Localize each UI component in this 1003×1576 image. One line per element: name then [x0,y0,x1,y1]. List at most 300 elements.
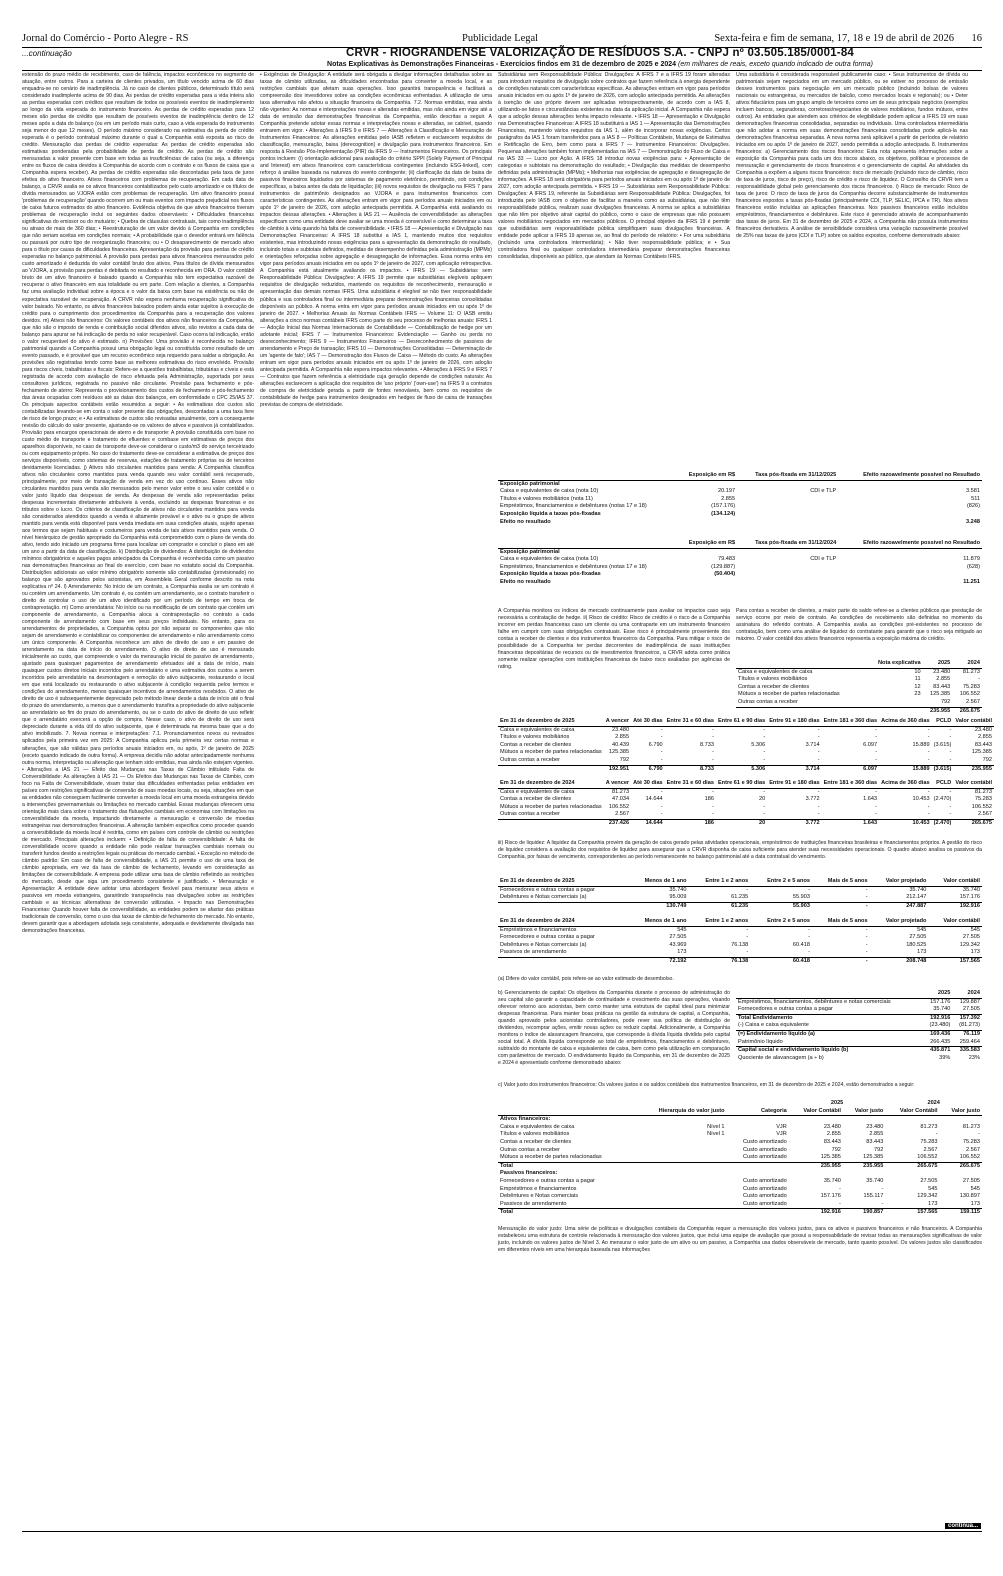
aging-cell: - [817,788,820,795]
liquidity-cell: - [812,957,870,965]
credit-h2: 2025 [923,660,953,668]
fair-value-cell: Custo amortizado [742,1185,787,1192]
sensitivity-cell: Exposição líquida a taxas pós-fixadas [500,510,601,517]
liquidity-footnote: (a) Difere do valor contábil, pois refere-se ao valor estimado de desembolso. [498,976,674,982]
aging-header: A vencer [604,718,631,726]
aging-cell: 3.714 [805,741,820,748]
fair-value-cell: Custo amortizado [742,1193,787,1200]
aging-cell: 3.772 [805,796,820,803]
sensitivity-row [498,579,982,587]
fair-value-cell: 265.675 [885,1162,939,1170]
sensitivity-row [498,564,982,572]
liquidity-cell: Fornecedores e outras contas a pagar [500,934,595,941]
liquidity-cell: - [865,934,868,941]
capital-cell: (81.273) [959,1022,980,1029]
aging-cell: - [660,803,663,810]
fair-value-row [498,1193,982,1201]
fair-value-cell: - [839,1200,841,1207]
liquidity-cell: 72.192 [628,957,688,965]
credit-cell: 792 [940,698,951,705]
liquidity-cell: 60.418 [750,957,812,965]
liquidity-cell: 173 [917,949,927,956]
liquidity-risk-text: iii) Risco de liquidez: A liquidez da Companhia provém da geração de caixa gerado pelas atividades operacionais, empréstimos de instituições financeiras brasileiras e financiamentos próprios. A gestão do risco de liquidez considera a avaliação dos requisitos de liquidez para assegurar que a CRVR disponha de caixa suficiente para atender suas necessidades operacionais. O quadro abaixo analisa os passivos da Companhia, por faixas de vencimento, correspondentes ao período remanescente no balanço patrimonial até a data contratual do vencimento. [498,840,982,861]
liquidity-table-2025 [498,878,982,910]
fair-value-cell: Passivos financeiros: [500,1170,558,1177]
aging-cell: Títulos e valores mobiliários [500,734,570,741]
sensitivity-cell: Títulos e valores mobiliários (nota 11) [500,495,593,502]
aging-cell: 20 [716,819,767,827]
sensitivity-cell: Empréstimos, financiamentos e debêntures (notas 17 e 18) [500,503,647,510]
liquidity-header: Valor projetado [870,918,929,926]
aging-cell: 14.644 [645,796,663,803]
fair-value-header: Hierarquia do valor justo [636,1108,727,1116]
fair-value-row [498,1178,982,1186]
aging-cell: - [949,811,952,818]
fair-value-cell: 75.283 [920,1138,938,1145]
aging-cell: - [949,788,952,795]
fair-value-cell: 545 [970,1185,980,1192]
fair-value-cell: 35.740 [823,1177,841,1184]
aging-cell: - [949,756,952,763]
capital-cell: 192.916 [923,1014,953,1022]
aging-cell: 192.951 [604,765,631,773]
fair-value-cell: 173 [928,1200,938,1207]
aging-cell [498,765,604,773]
credit-risk-right-text: Para contas a receber de clientes, a maior parte do saldo refere-se a clientes públicos que prestação de serviço ocorre por meio de contrato. As condições de recebimento são definidas no momento da assinatura do referido contrato. A Companhia avalia as condições pré-existentes no processo de contratação, bem como uma análise de liquidez do contratante para garantir que o risco seja mitigado ao máximo. O valor contábil dos ativos financeiros representa a exposição máxima do crédito. [736,608,982,643]
sensitivity-cell: (50.404) [714,571,736,578]
liquidity-header: Em 31 de dezembro de 2024 [498,918,628,926]
liquidity-cell: 76.138 [689,957,751,965]
sens24-col-rate: Taxa pós-fixada em 31/12/2024 [737,540,838,548]
capital-cell: 169.436 [923,1030,953,1038]
fair-value-cell: VJR [776,1131,787,1138]
fair-value-cell [636,1193,727,1201]
credit-h0 [736,660,866,668]
fair-value-cell [636,1162,727,1170]
credit-exposure-table [736,660,982,715]
aging-cell: - [927,726,930,733]
fair-value-cell: 106.552 [959,1154,980,1161]
aging-header: Valor contábil [953,780,994,788]
sensitivity-table-2025 [498,472,982,526]
liquidity-cell: 180.525 [906,941,927,948]
aging-cell: 186 [704,796,714,803]
liquidity-cell: 208.748 [870,957,929,965]
liquidity-cell: - [865,894,868,901]
aging-cell: - [927,811,930,818]
sensitivity-cell [838,511,982,519]
notes-subtitle [220,61,980,68]
aging-cell: Outras contas a receber [500,756,561,763]
capital-cell: 157.176 [930,998,951,1005]
aging-header: Entre 61 e 90 dias [716,780,767,788]
liquidity-cell: 545 [917,926,927,933]
aging-cell: - [817,811,820,818]
capital-row [736,998,982,1006]
fair-value-cell: Total [498,1209,636,1217]
sensitivity-cell: CDI e TLP [810,488,837,495]
capital-cell: 23% [968,1054,980,1061]
sensitivity-cell [737,503,838,511]
capital-cell: Quociente de alavancagem (a ÷ b) [738,1054,824,1061]
liquidity-row [498,949,982,957]
liquidity-cell: 95.009 [669,894,687,901]
aging-row [498,757,994,765]
aging-cell: - [763,756,766,763]
fair-value-cell: 192.916 [789,1209,843,1217]
fair-value-cell: 125.385 [863,1154,884,1161]
aging-header: Acima de 360 dias [879,718,932,726]
sensitivity-cell: (628) [966,563,980,570]
footer-divider [22,1531,982,1532]
aging-cell: (2.470) [933,796,952,803]
liquidity-row [498,942,982,950]
fair-value-row [498,1154,982,1162]
aging-header: Entre 181 e 360 dias [822,780,880,788]
aging-cell: Caixa e equivalentes de caixa [500,788,575,795]
fair-value-cell: 23.480 [866,1123,884,1130]
fair-value-cell [789,1170,843,1178]
aging-cell: - [660,726,663,733]
aging-cell: 15.889 [912,741,930,748]
aging-cell: 23.480 [612,726,630,733]
aging-cell: 186 [665,819,716,827]
liquidity-cell: Empréstimos e financiamentos [500,926,577,933]
aging-header: Entre 31 e 60 dias [665,780,716,788]
aging-cell: - [927,734,930,741]
sensitivity-table-2024 [498,540,982,587]
aging-cell: - [660,734,663,741]
liquidity-cell: - [865,926,868,933]
fair-value-cell [636,1116,727,1124]
liquidity-cell [498,957,628,965]
aging-cell: (3.615) [933,765,952,772]
aging-cell: - [763,749,766,756]
fair-value-cell: - [839,1185,841,1192]
credit-cell: 83.443 [933,683,951,690]
fair-value-cell: 159.115 [940,1209,983,1217]
sensitivity-cell: Caixa e equivalentes de caixa (nota 10) [500,488,599,495]
liquidity-row [498,902,982,910]
credit-cell: 12 [914,683,921,690]
fair-value-cell: Fornecedores e outras contas a pagar [500,1177,595,1184]
fair-value-header [498,1108,636,1116]
sens-col-effect: Efeito razoavelmente possível no Resultado [838,472,982,480]
text-column-4 [736,72,968,462]
sensitivity-row [498,571,982,579]
aging-cell: - [927,803,930,810]
aging-cell: - [763,788,766,795]
liquidity-cell: - [746,949,749,956]
subtitle-units: (em milhares de reais, exceto quando indicado de outra forma) [678,61,873,68]
aging-cell: 75.283 [974,796,993,803]
aging-cell: 2.855 [978,734,993,741]
sensitivity-cell: Exposição patrimonial [500,480,560,487]
fair-value-measurement-text: Mensuração do valor justo: Uma série de políticas e divulgações contábeis da Companhia requer a mensuração dos valores justos, para os ativos e passivos financeiros e não financeiros. A Companhia estabeleceu uma estrutura de controle relacionada à mensuração dos valores justos, que inclui uma equipe de avaliação que possui a responsabilidade de revisar todas as mensurações significativas de valor justo, incluindo os valores justos de Nível 3. Ao mensurar o valor justo de um ativo ou um passivo, a Companhia usa dados observáveis de mercado, tanto quanto possível. Os valores justos são classificados em diferentes níveis em uma hierarquia baseada nas informações [498,1226,982,1254]
credit-cell: 81.273 [962,668,980,675]
aging-row [498,734,994,742]
capital-management-text: b) Gerenciamento de capital: Os objetivos da Companhia durante o processo de administração do seu capital são garantir a capacidade de continuidade e crescimento das suas operações, visando oferecer retorno aos acionistas, bem como manter uma estrutura de capital ideal para minimizar despesas financeiras. Para manter boas práticas na gestão da estrutura de capital, a Companhia, quando aprovado pelos acionistas controladores, pode rever sua política de distribuição de dividendos, recomprar ações, emitir novas ações ou reduzir capital. Adicionalmente, a Companhia monitora o índice de alavancagem financeira, que corresponde à dívida líquida dividida pelo capital social total. A dívida líquida corresponde ao total de empréstimos, financiamentos e debêntures, subtraído do montante de caixa e equivalentes de caixa, bem como pela utilização em comparação com parâmetros de mercado. O endividamento líquido da Companhia, em 31 de dezembro de 2025 e 2024 é apresentado conforme demonstrado abaixo: [498,990,730,1067]
fair-value-cell [727,1170,789,1178]
sensitivity-cell [737,511,838,519]
capital-row [736,1039,982,1047]
liquidity-cell: - [812,902,870,910]
aging-cell: 81.273 [612,788,630,795]
credit-h1: Nota explicativa [866,660,923,668]
liquidity-cell: 173 [677,949,687,956]
aging-cell: 2.567 [978,811,993,818]
fair-value-cell: Nível 1 [707,1123,725,1130]
fair-value-cell: Nível 1 [707,1131,725,1138]
credit-cell: 106.552 [959,691,980,698]
fair-value-cell: 2.567 [966,1146,980,1153]
capital-cell: Empréstimos, financiamentos, debêntures e notas comerciais [738,998,891,1005]
liquidity-cell [498,902,628,910]
aging-cell: - [712,734,714,741]
aging-cell: 8.733 [665,765,716,773]
liquidity-cell: 27.505 [669,934,687,941]
aging-header: Até 30 dias [631,718,665,726]
credit-cell: 11 [914,676,921,683]
column-3-text: Subsidiárias sem Responsabilidade Pública: Divulgações: A IFRS 7 e a IFRS 19 foram alteradas para introduzir requisitos de divulgação sobre contratos que fazem referência à energia dependente de condições naturais com características específicas. As alterações entram em vigor para períodos anuais iniciados em ou após 1º de janeiro de 2026, com adoção antecipada permitida. As alterações à isenção de uso próprio devem ser aplicadas retrospectivamente, de acordo com a IAS 8, utilizando-se fatos e circunstâncias existentes na data da aplicação inicial. A Companhia não espera que a adoção dessas alterações tenha impacto relevante. • IFRS 18 — Apresentação e Divulgação nas Demonstrações Financeiras: A IFRS 18 substituirá a IAS 1 — Apresentação das Demonstrações Financeiras, mantendo vários requisitos da IAS 1, além de incorporar novas exigências. Certos parágrafos da IAS 1 foram transferidos para a IAS 8 — Políticas Contábeis, Mudança de Estimativa e Retificação de Erro, bem como para a IFRS 7 — Instrumentos Financeiros: Divulgações. Pequenas alterações também foram implementadas na IAS 7 — Demonstração do Fluxo de Caixa e na IAS 33 — Lucro por Ação. A IFRS 18 introduz novas exigências para: • Apresentação de categorias e subtotais na demonstração do resultado; • Divulgação das medidas de desempenho definidas pela administração (MPMs); • Melhorias nas exigências de agregação e desagregação de informações. A IFRS 18 será obrigatória para períodos anuais iniciados em ou após 1º de janeiro de 2027, com adoção antecipada permitida. • IFRS 19 — Subsidiárias sem Responsabilidade Pública: Divulgações: A IFRS 19, referente às Subsidiárias sem Responsabilidade Pública: Divulgações, foi introduzida pelo IASB com o objetivo de facilitar a maneira como as subsidiárias, que não têm responsabilidade pública, realizam suas divulgações financeiras. A norma se aplica a subsidiárias que não têm por objetivo atrair capital do público, como o caso de empresas que não possuem valores mobiliários negociados em mercados públicos. O principal objetivo da IFRS 19 é permitir que subsidiárias sem responsabilidade pública simplifiquem suas divulgações financeiras. A entidade pode aplicar a IFRS 19 apenas se, ao final do período de relatório: • For uma subsidiária (incluindo uma controladora intermediária); • Não tiver responsabilidade pública; e • Sua controladora final ou qualquer controladora intermediária preparar demonstrações financeiras consolidadas, disponíveis ao público, que atendam às Normas Contábeis IFRS. [498,72,730,261]
continuation-label: ...continuação [22,49,72,58]
capital-row [736,1047,982,1055]
fair-value-row [498,1162,982,1170]
aging-cell: - [763,811,766,818]
sensitivity-cell: 20.197 [717,488,736,495]
aging-cell: - [949,803,952,810]
aging-cell: - [817,803,820,810]
liquidity-header: Entre 1 e 2 anos [689,918,751,926]
fair-value-cell: - [881,1185,884,1192]
aging-cell: 81.273 [974,788,993,795]
liquidity-header: Valor contábil [928,918,982,926]
fair-value-row [498,1201,982,1209]
aging-cell: 106.552 [971,803,993,810]
aging-cell: 2.567 [615,811,630,818]
liquidity-cell: 61.235 [689,902,751,910]
aging-cell: 15.889 [879,765,932,773]
capital-table [736,990,982,1062]
fair-value-cell [843,1116,885,1124]
liquidity-row [498,886,982,894]
fair-value-cell: 235.955 [843,1162,885,1170]
aging-table-2024 [498,780,993,828]
sens24-col-exposure: Exposição em R$ [677,540,737,548]
aging-cell: - [927,756,930,763]
aging-cell: - [660,788,663,795]
credit-row [736,676,982,684]
aging-cell: - [949,734,952,741]
fair-value-cell: 792 [874,1146,884,1153]
credit-cell: 265.675 [952,707,982,715]
aging-cell: 106.552 [608,803,630,810]
aging-cell: - [660,811,663,818]
fair-value-cell: 2.855 [869,1131,884,1138]
fair-value-cell [636,1139,727,1147]
fair-value-cell: 545 [928,1185,938,1192]
liquidity-cell: 60.418 [792,941,810,948]
aging-header: Entre 91 e 180 dias [767,780,821,788]
aging-header: Até 30 dias [631,780,665,788]
fair-value-cell: 265.675 [940,1162,983,1170]
aging-row [498,726,994,734]
aging-header: Entre 31 e 60 dias [665,718,716,726]
fair-value-cell: Outras contas a receber [500,1146,561,1153]
fair-value-cell: 130.897 [959,1193,980,1200]
aging-cell: 6.790 [631,765,665,773]
fair-value-cell [636,1186,727,1194]
header-divider [22,70,982,71]
fair-value-cell: 83.443 [823,1138,841,1145]
column-2-text: • Exigências de Divulgação: A entidade será obrigada a divulgar informações detalhadas sobre as taxas de câmbio utilizadas, as dificuldades encontradas para converter a moeda local, e as restrições cambiais que afetam suas operações. Isso garantirá transparência e facilitará a compreensão dos investidores sobre as condições econômicas enfrentadas. A utilização de uma taxa alternativa não afetou a situação financeira da Companhia. 7.2. Normas emitidas, mas ainda não vigentes: As normas e interpretações novas e alteradas emitidas, mas não ainda em vigor até a data de emissão das demonstrações financeiras da Companhia, estão descritas a seguir. A Companhia pretende adotar essas normas e interpretações novas e alteradas, se cabível, quando entrarem em vigor. • Alterações à IFRS 9 e IFRS 7 — Alterações à Classificação e Mensuração de Instrumentos Financeiros: As alterações emitidas pelo IASB refletem e esclarecem requisitos de classificação, mensuração, baixa (derecognition) e divulgação para instrumentos financeiros. Em resposta à Revisão Pós-Implementação (PIR) da IFRS 9 — Instrumentos Financeiros. Os principais pontos incluem: (i) orientação adicional para avaliação do critério SPPI (Solely Payment of Principal and Interest) em ativos financeiros com características contingentes (incluindo ESG-linked), com reforço à análise baseada na natureza do evento contingente; (ii) clarificação da data de baixa de passivos financeiros liquidados por sistemas de pagamento eletrônico, permitindo, sob condições específicas, a baixa antes da data de liquidação; (iii) novos requisitos de divulgação na IFRS 7 para instrumentos de patrimônio designados ao VJORA e para instrumentos financeiros com características contingentes. As alterações entram em vigor para períodos anuais iniciados em ou após 1º de janeiro de 2026, com adoção antecipada permitida. A Companhia está avaliando os impactos dessas alterações. • Alterações à IAS 21 — Ausência de conversibilidade: as alterações especificam como uma entidade deve avaliar se uma moeda é conversível e como determinar a taxa de câmbio à vista quando há falta de conversibilidade. • IFRS 18 — Apresentação e Divulgação nas Demonstrações Financeiras: A IFRS 18 substitui a IAS 1, mantendo muitos dos requisitos existentes, mas introduzindo novas exigências para a apresentação da demonstração do resultado, incluindo totais e subtotais definidos, medidas de desempenho definidas pela administração (MPMs) e orientações reforçadas sobre agregação e desagregação de informações. Essa norma entra em vigor para períodos anuais iniciados em ou após 1º de janeiro de 2027, com aplicação retrospectiva. A Companhia está atualmente avaliando os impactos. • IFRS 19 — Subsidiárias sem Responsabilidade Pública: Divulgações: A IFRS 19 permite que subsidiárias elegíveis apliquem requisitos de divulgação reduzidos, mantendo os requisitos de reconhecimento, mensuração e apresentação das demais normas IFRS. Uma subsidiária é elegível se não tiver responsabilidade pública e sua controladora final ou intermediária preparar demonstrações financeiras consolidadas disponíveis ao público. A norma entra em vigor para períodos anuais iniciados em ou após 1º de janeiro de 2027. • Melhorias Anuais às Normas Contábeis IFRS — Volume 11: O IASB emitiu alterações a cinco normas contábeis IFRS como parte do seu processo de melhorias anuais: IFRS 1 — Adoção Inicial das Normas Internacionais de Contabilidade — Contabilização de hedge por um adotante inicial; IFRS 7 — Instrumentos Financeiros: Evidenciação — Ganho ou perda no desreconhecimento; IFRS 9 — Instrumentos Financeiros — Desreconhecimento de passivos de arrendamento e Preço de transação; IFRS 10 — Demonstrações Consolidadas — Determinação de um 'agente de fato'; IAS 7 — Demonstração dos Fluxos de Caixa — Método do custo. As alterações entram em vigor para períodos anuais iniciados em ou após 1º de janeiro de 2026, com adoção antecipada permitida. A Companhia não espera impactos relevantes. • Alterações à IFRS 9 e IFRS 7 — Contratos que fazem referência a eletricidade cuja geração depende de condições naturais: As alterações esclarecem a aplicação dos requisitos de 'uso próprio' ('own-use') na IFRS 9 a contratos de compra de eletricidade gerada a partir de fontes renováveis, bem como os requisitos de contabilidade de hedge para instrumentos designados em hedges de fluxo de caixa de transações previstas de compra de eletricidade. [260,72,492,408]
fair-value-cell: Contas a receber de clientes [500,1138,572,1145]
cap-h1: 2025 [923,990,953,998]
issue-date: Sexta-feira e fim de semana, 17, 18 e 19 de abril de 2026 [714,33,954,44]
fair-value-cell: Empréstimos e financiamentos [500,1185,577,1192]
aging-cell: 237.426 [604,819,631,827]
capital-row [736,1055,982,1063]
capital-cell: Capital social e endividamento líquido (b) [736,1047,923,1055]
fair-value-cell: 157.565 [885,1209,939,1217]
liquidity-header: Valor contábil [928,878,982,886]
aging-cell: 5.306 [716,765,767,773]
fair-value-cell: Títulos e valores mobiliários [500,1131,570,1138]
aging-cell: 125.385 [971,749,993,756]
sensitivity-cell: 511 [971,495,980,502]
liquidity-cell: 27.505 [909,934,927,941]
credit-cell: 2.567 [966,698,980,705]
sensitivity-cell: Exposição patrimonial [500,548,560,555]
aging-cell: 792 [619,756,630,763]
company-title: CRVR - RIOGRANDENSE VALORIZAÇÃO DE RESÍDUOS S.A. - CNPJ nº 03.505.185/0001-84 [345,47,855,59]
aging-cell: - [927,749,930,756]
fair-value-cell: 27.505 [962,1177,980,1184]
sensitivity-cell [838,571,982,579]
sensitivity-cell: (129.887) [711,563,736,570]
fair-value-cell: - [978,1131,980,1138]
liquidity-cell: - [746,934,749,941]
subtitle-text: Notas Explicativas às Demonstrações Financeiras - Exercícios findos em 31 de dezembro de 2025 e 2024 [327,61,677,68]
fair-value-cell: 75.283 [962,1138,980,1145]
aging-cell: - [712,788,714,795]
newspaper-name: Jornal do Comércio - Porto Alegre - RS [22,33,189,44]
fair-value-cell: 190.857 [843,1209,885,1217]
sensitivity-cell [737,571,838,579]
sensitivity-row [498,511,982,519]
liquidity-cell: 157.176 [959,894,980,901]
sensitivity-row [498,556,982,564]
sensitivity-cell: 11.879 [963,556,980,563]
fair-value-cell: 155.117 [863,1193,884,1200]
liquidity-cell: Debêntures e Notas comerciais (a) [500,894,587,901]
liquidity-cell: - [865,949,868,956]
fair-value-cell: 27.505 [920,1177,938,1184]
fair-value-cell: 2.855 [826,1131,841,1138]
aging-cell: 20 [758,796,766,803]
fair-value-cell [885,1170,939,1178]
fair-value-cell: 81.273 [920,1123,938,1130]
aging-cell: - [817,726,820,733]
fair-value-cell [885,1116,939,1124]
aging-cell: - [949,749,952,756]
aging-cell: - [875,811,878,818]
credit-cell: 125.385 [930,691,951,698]
fair-value-header: Valor Contábil [789,1108,843,1116]
fair-value-cell: 235.955 [789,1162,843,1170]
sensitivity-cell: (134.124) [711,510,736,517]
aging-cell: 3.772 [767,819,821,827]
aging-cell: - [712,756,714,763]
fair-value-cell: Ativos financeiros: [500,1116,551,1123]
liquidity-cell: 129.342 [959,941,980,948]
capital-row [736,1022,982,1030]
aging-cell: Contas a receber de clientes [500,741,572,748]
sensitivity-cell: 3.248 [966,518,980,525]
capital-row [736,1014,982,1022]
sens-col-exposure: Exposição em R$ [677,472,737,480]
capital-cell: 266.435 [930,1038,951,1045]
aging-header: Valor contábil [953,718,994,726]
aging-cell: 2.855 [615,734,630,741]
fair-value-cell [636,1170,727,1178]
liquidity-cell: 247.887 [870,902,929,910]
liquidity-cell: 545 [677,926,687,933]
fv-year-2025: 2025 [830,1100,844,1106]
cap-h0 [736,990,923,998]
liquidity-header: Mais de 5 anos [812,878,870,886]
liquidity-cell: 76.138 [731,941,749,948]
sensitivity-cell [677,579,737,587]
capital-cell: 76.119 [952,1030,982,1038]
fair-value-cell [636,1147,727,1155]
sensitivity-cell: 2.855 [721,495,736,502]
sensitivity-cell: 3.581 [966,488,980,495]
fair-value-cell [727,1116,789,1124]
fair-value-cell: 125.385 [820,1154,841,1161]
capital-cell: (=) Endividamento líquido (a) [736,1030,923,1038]
aging-cell: - [875,788,878,795]
aging-cell: - [660,749,663,756]
aging-header: Em 31 de dezembro de 2025 [498,718,604,726]
liquidity-cell: 130.749 [628,902,688,910]
liquidity-cell: - [808,949,810,956]
fair-value-cell: 173 [970,1200,980,1207]
aging-cell: 6.097 [863,741,878,748]
aging-cell: (2.470) [933,819,952,826]
fair-value-cell: 792 [831,1146,841,1153]
capital-cell: 27.505 [962,1006,980,1013]
fair-value-cell [636,1178,727,1186]
liquidity-row [498,934,982,942]
aging-cell: - [927,788,930,795]
aging-cell: Contas a receber de clientes [500,796,572,803]
liquidity-cell: 61.235 [731,894,749,901]
fair-value-cell [636,1201,727,1209]
aging-cell: 47.034 [612,796,630,803]
credit-cell [866,699,923,707]
capital-cell: 129.887 [959,998,980,1005]
fair-value-text: c) Valor justo dos instrumentos financeiros: Os valores justos e os saldos contábeis dos instrumentos financeiros, em 31 de dezembro de 2025 e 2024, estão demonstrados a seguir: [498,1082,915,1088]
section-name: Publicidade Legal [462,33,539,44]
aging-cell: 1.643 [822,819,880,827]
aging-row [498,796,994,804]
liquidity-cell: - [808,886,810,893]
fair-value-cell: 35.740 [866,1177,884,1184]
liquidity-cell: - [808,934,810,941]
sensitivity-cell: 11.251 [963,578,980,585]
aging-cell: Outras contas a receber [500,811,561,818]
